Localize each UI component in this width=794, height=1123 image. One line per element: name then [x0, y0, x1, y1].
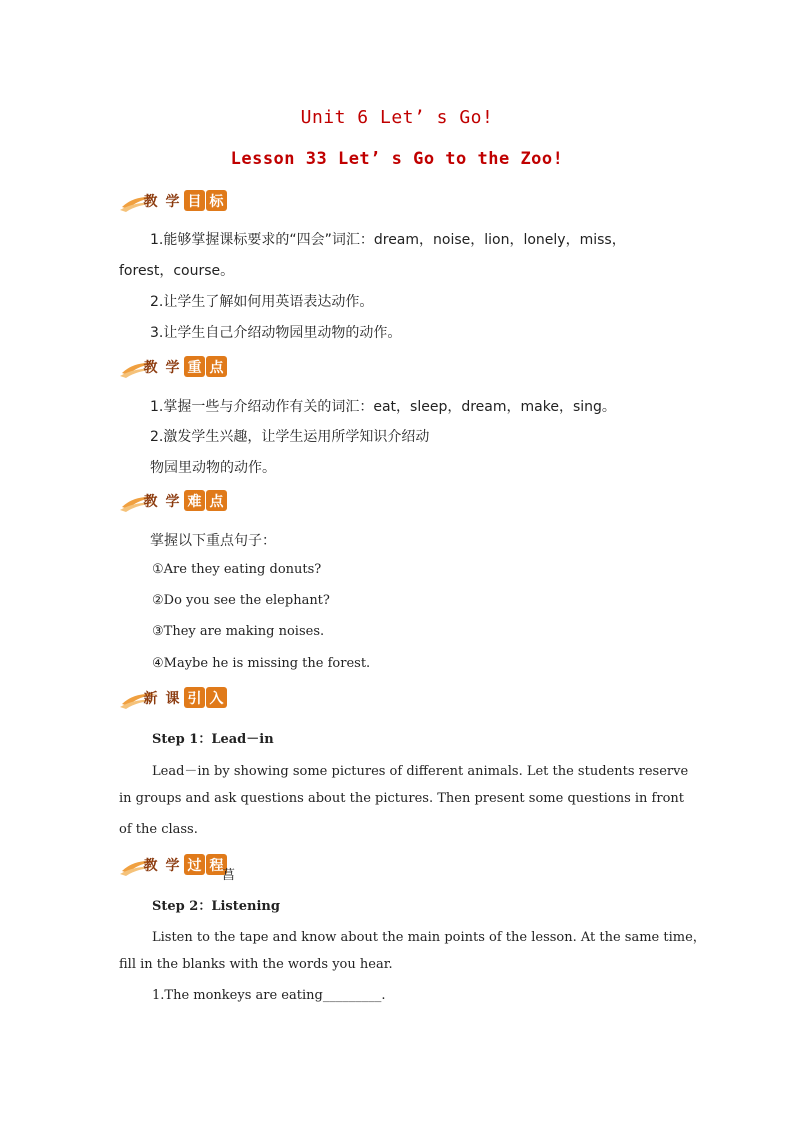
- badge-char: 引: [184, 687, 205, 708]
- difficulties-item: ④Maybe he is missing the forest.: [152, 656, 371, 671]
- step1-paragraph-line: in groups and ask questions about the pictures. Then present some questions in front: [119, 791, 684, 806]
- step1-paragraph-line: Lead－in by showing some pictures of different animals. Let the students reserve: [152, 764, 689, 779]
- key-points-line-2b: 物园里动物的动作。: [150, 460, 276, 476]
- difficulties-intro: 掌握以下重点句子：: [150, 533, 276, 549]
- section-badge-goals: [120, 189, 230, 213]
- process-extra-char: 菖: [222, 868, 236, 883]
- badge-char: 标: [206, 190, 227, 211]
- key-points-line-1: 1.掌握一些与介绍动作有关的词汇：eat，sleep，dream，make，sing。: [150, 399, 616, 415]
- badge-char: 学: [165, 359, 180, 376]
- step2-question: 1.The monkeys are eating_________.: [152, 988, 386, 1003]
- goals-line-2: 2.让学生了解如何用英语表达动作。: [150, 294, 374, 310]
- section-badge-process: [120, 853, 230, 877]
- badge-char: 程: [206, 854, 227, 875]
- badge-char: 新: [143, 690, 158, 707]
- badge-char: 入: [206, 687, 227, 708]
- badge-char: 教: [143, 359, 158, 376]
- goals-line-1b: forest，course。: [119, 263, 235, 279]
- difficulties-item: ①Are they eating donuts?: [152, 562, 322, 577]
- badge-char: 教: [143, 493, 158, 510]
- badge-char: 课: [165, 690, 180, 707]
- badge-char: 教: [143, 857, 158, 874]
- step2-paragraph-line: fill in the blanks with the words you hear.: [119, 957, 393, 972]
- difficulties-item: ③They are making noises.: [152, 624, 325, 639]
- goals-line-3: 3.让学生自己介绍动物园里动物的动作。: [150, 325, 402, 341]
- badge-char: 教: [143, 193, 158, 210]
- badge-char: 学: [165, 857, 180, 874]
- badge-char: 学: [165, 193, 180, 210]
- key-points-line-2: 2.激发学生兴趣，让学生运用所学知识介绍动: [150, 429, 430, 445]
- step2-paragraph-line: Listen to the tape and know about the main points of the lesson. At the same time，: [152, 930, 706, 945]
- badge-char: 过: [184, 854, 205, 875]
- difficulties-item: ②Do you see the elephant?: [152, 593, 330, 608]
- step2-heading: Step 2：Listening: [152, 899, 280, 914]
- section-badge-intro: [120, 686, 230, 710]
- badge-char: 难: [184, 490, 205, 511]
- step1-heading: Step 1：Lead－in: [152, 732, 274, 747]
- unit-title: Unit 6 Let’ s Go!: [300, 107, 494, 128]
- goals-line-1: 1.能够掌握课标要求的“四会”词汇：dream，noise，lion，lonely，miss，: [150, 232, 626, 248]
- section-badge-key-points: [120, 355, 230, 379]
- badge-char: 点: [206, 490, 227, 511]
- badge-char: 点: [206, 356, 227, 377]
- lesson-title: Lesson 33 Let’ s Go to the Zoo!: [230, 149, 564, 169]
- step1-paragraph-line: of the class.: [119, 822, 198, 837]
- badge-char: 目: [184, 190, 205, 211]
- badge-char: 重: [184, 356, 205, 377]
- badge-char: 学: [165, 493, 180, 510]
- section-badge-difficulties: [120, 489, 230, 513]
